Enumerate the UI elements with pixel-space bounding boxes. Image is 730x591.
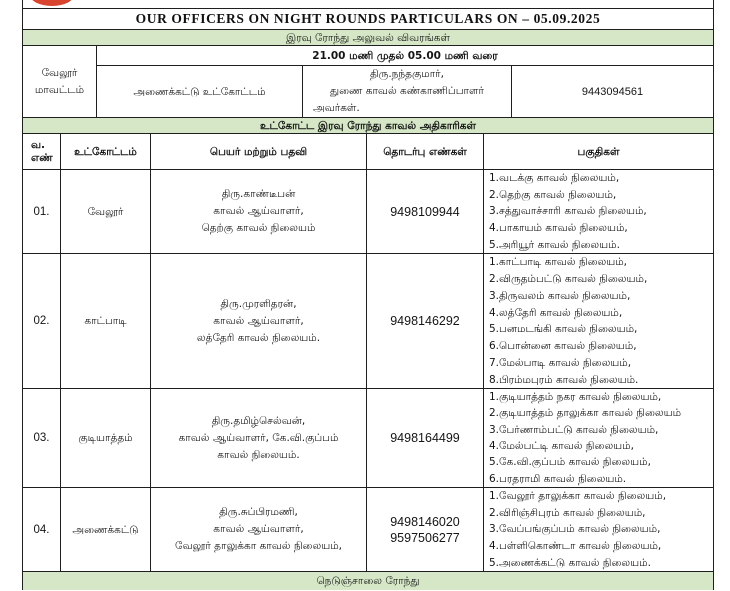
officer-name-post <box>151 488 367 572</box>
officer-row <box>23 254 714 389</box>
phone-number: 9498146292 <box>390 314 460 328</box>
officer-row <box>23 170 714 254</box>
subdivision-name: குடியாத்தம் <box>61 389 151 488</box>
area-item: 1.வடக்கு காவல் நிலையம், <box>489 172 620 185</box>
phone-number: 9498164499 <box>390 431 460 445</box>
emblem-logo <box>30 0 74 6</box>
contact-numbers <box>367 488 484 572</box>
night-rounds-table <box>22 8 714 590</box>
officer-designation: காவல் ஆய்வாளர், <box>213 205 304 217</box>
column-header-serial <box>23 134 61 170</box>
area-item: 4.லத்தேரி காவல் நிலையம், <box>489 306 623 319</box>
column-header-row <box>23 134 714 170</box>
area-list <box>484 254 714 389</box>
district-label: மாவட்டம் <box>34 83 85 96</box>
subdivision-name: காட்பாடி <box>61 254 151 389</box>
phone-number: 9498146020 <box>390 514 460 529</box>
officer-name-post <box>151 389 367 488</box>
subdivision-name: வேலூர் <box>61 170 151 254</box>
contact-numbers <box>367 254 484 389</box>
area-item: 2.விரிஞ்சிபுரம் காவல் நிலையம், <box>489 506 646 519</box>
officer-name: திரு.சுப்பிரமணி, <box>219 506 298 518</box>
officer-station: வேலூர் தாலுக்கா காவல் நிலையம், <box>174 540 342 552</box>
area-item: 2.விருதம்பட்டு காவல் நிலையம், <box>489 273 648 286</box>
serial-number: 03. <box>23 389 61 488</box>
officer-name: திரு.காண்டீபன் <box>221 188 296 200</box>
district-name: வேலூர் <box>41 66 78 79</box>
supervisor-block <box>23 46 714 118</box>
officer-designation: காவல் ஆய்வாளர், கே.வி.குப்பம் <box>178 431 339 444</box>
serial-number: 01. <box>23 170 61 254</box>
supervisor-details <box>97 46 714 118</box>
supervisor-subdivision: அணைக்கட்டு உட்கோட்டம் <box>97 66 303 118</box>
column-header-serial-line1: வ. <box>31 138 46 151</box>
area-list <box>484 488 714 572</box>
column-header-subdivision: உட்கோட்டம் <box>61 134 151 170</box>
area-item: 5.கே.வி.குப்பம் காவல் நிலையம், <box>489 456 651 469</box>
officer-name: திரு.தமிழ்செல்வன், <box>211 414 306 427</box>
area-item: 8.பிரம்மபுரம் காவல் நிலையம். <box>489 373 639 386</box>
area-item: 3.சத்துவாச்சாரி காவல் நிலையம், <box>489 205 647 218</box>
time-window: 21.00 மணி முதல் 05.00 மணி வரை <box>97 46 714 66</box>
footer-heading: நெடுஞ்சாலை ரோந்து <box>23 572 714 590</box>
area-item: 4.பாகாயம் காவல் நிலையம், <box>489 222 628 235</box>
phone-number: 9597506277 <box>390 530 460 545</box>
area-item: 1.குடியாத்தம் நகர காவல் நிலையம், <box>489 391 662 404</box>
officer-name-post <box>151 254 367 389</box>
supervisor-phone: 9443094561 <box>512 66 714 118</box>
contact-numbers <box>367 170 484 254</box>
supervisor-designation: துணை காவல் கண்காணிப்பாளர் <box>329 85 484 97</box>
title-row <box>23 9 714 30</box>
area-item: 1.காட்பாடி காவல் நிலையம், <box>489 256 628 269</box>
officer-station: காவல் நிலையம். <box>217 448 300 461</box>
officer-station: தெற்கு காவல் நிலையம் <box>201 222 316 234</box>
area-item: 6.பொன்னை காவல் நிலையம், <box>489 340 637 353</box>
document-title: OUR OFFICERS ON NIGHT ROUNDS PARTICULARS ON – 05.09.2025 <box>23 9 714 30</box>
area-item: 6.பரதராமி காவல் நிலையம். <box>489 472 627 485</box>
footer-heading-row <box>23 572 714 590</box>
area-item: 5.அணைக்கட்டு காவல் நிலையம். <box>489 556 651 569</box>
officer-row <box>23 488 714 572</box>
officers-heading: உட்கோட்ட இரவு ரோந்து காவல் அதிகாரிகள் <box>23 118 714 134</box>
serial-number: 04. <box>23 488 61 572</box>
officer-name-post <box>151 170 367 254</box>
area-item: 4.பள்ளிகொண்டா காவல் நிலையம், <box>489 540 662 553</box>
officer-station: லத்தேரி காவல் நிலையம். <box>196 331 321 344</box>
officer-row <box>23 389 714 488</box>
area-list <box>484 389 714 488</box>
officers-heading-row <box>23 118 714 134</box>
column-header-contact: தொடர்பு எண்கள் <box>367 134 484 170</box>
area-item: 3.வேப்பங்குப்பம் காவல் நிலையம், <box>489 523 661 536</box>
area-item: 7.மேல்பாடி காவல் நிலையம், <box>489 356 632 369</box>
area-item: 3.பேர்ணாம்பட்டு காவல் நிலையம், <box>489 423 659 436</box>
district-cell <box>23 46 97 118</box>
section-heading: இரவு ரோந்து அலுவல் விவரங்கள் <box>23 30 714 46</box>
area-item: 4.மேல்பட்டி காவல் நிலையம், <box>489 440 634 453</box>
column-header-name-post: பெயர் மற்றும் பதவி <box>151 134 367 170</box>
officer-name: திரு.முரளிதரன், <box>220 297 297 310</box>
subdivision-name: அணைக்கட்டு <box>61 488 151 572</box>
area-list <box>484 170 714 254</box>
officer-designation: காவல் ஆய்வாளர், <box>213 314 304 327</box>
serial-number: 02. <box>23 254 61 389</box>
area-item: 1.வேலூர் தாலுக்கா காவல் நிலையம், <box>489 490 667 503</box>
section-heading-row <box>23 30 714 46</box>
phone-number: 9498109944 <box>390 204 460 219</box>
officer-designation: காவல் ஆய்வாளர், <box>213 523 304 535</box>
area-item: 2.குடியாத்தம் தாலுக்கா காவல் நிலையம் <box>489 407 682 420</box>
area-item: 2.தெற்கு காவல் நிலையம், <box>489 188 617 201</box>
supervisor-name: திரு.நந்தகுமார், <box>369 68 444 80</box>
supervisor-row <box>97 66 714 118</box>
supervisor-name-post <box>303 66 512 118</box>
column-header-areas: பகுதிகள் <box>484 134 714 170</box>
area-item: 3.திருவலம் காவல் நிலையம், <box>489 289 631 302</box>
area-item: 5.பனமடங்கி காவல் நிலையம், <box>489 323 638 336</box>
supervisor-honorific: அவர்கள். <box>313 102 360 114</box>
contact-numbers <box>367 389 484 488</box>
area-item: 5.அரியூர் காவல் நிலையம். <box>489 238 620 251</box>
column-header-serial-line2: எண் <box>31 151 53 164</box>
